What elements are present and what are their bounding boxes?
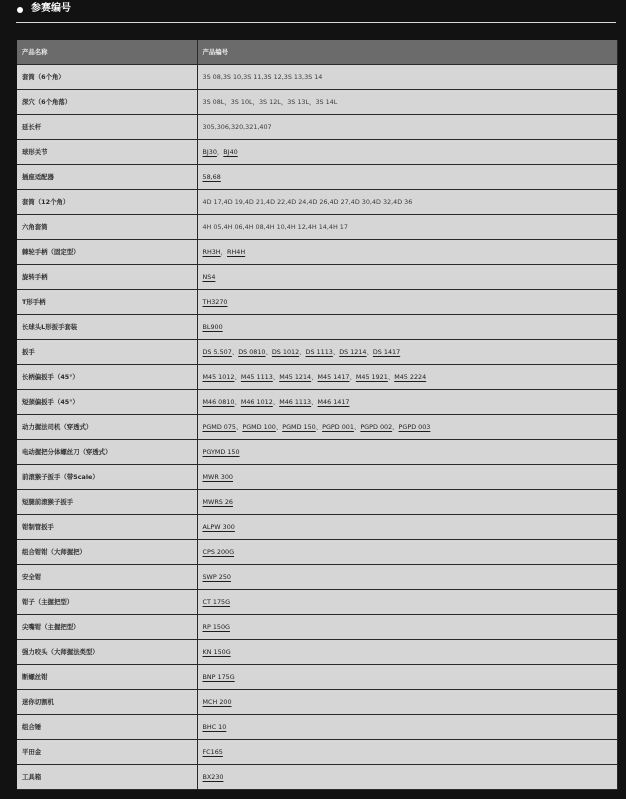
reference-table: [17, 40, 618, 790]
table-header-row: [17, 40, 617, 65]
product-code-link[interactable]: BJ40: [223, 148, 238, 156]
product-code-link[interactable]: M45 1921: [355, 373, 388, 381]
table-row: [17, 440, 617, 465]
section-title: 参赛编号: [31, 3, 71, 14]
table-row: [17, 615, 617, 640]
section-header: [16, 0, 616, 23]
product-name-cell: 棘轮手柄（固定型）: [17, 240, 197, 265]
code-separator: 、: [392, 423, 399, 431]
product-code-cell: [197, 715, 617, 740]
product-code-link[interactable]: DS 1417: [372, 348, 401, 356]
product-code-cell: [197, 640, 617, 665]
product-code-text: 3S 08L，3S 10L，3S 12L，3S 13L，3S 14L: [202, 98, 338, 106]
table-row: [17, 690, 617, 715]
product-code-cell: [197, 665, 617, 690]
product-code-link[interactable]: BNP 175G: [202, 673, 235, 681]
product-name-cell: 深穴（6个角落）: [17, 90, 197, 115]
table-row: [17, 490, 617, 515]
product-code-link[interactable]: DS 0810: [238, 348, 266, 356]
product-code-link[interactable]: TH3270: [202, 298, 228, 306]
product-name-cell: 钳子（主握把型）: [17, 590, 197, 615]
product-name-cell: 扳手: [17, 340, 197, 365]
product-code-cell: [197, 440, 617, 465]
table-row: [17, 165, 617, 190]
product-code-cell: [197, 340, 617, 365]
product-code-link[interactable]: M46 1113: [279, 398, 312, 406]
product-code-cell: [197, 115, 617, 140]
product-code-link[interactable]: 58,68: [202, 173, 221, 181]
product-name-cell: 长球头L形扳手套装: [17, 315, 197, 340]
product-code-cell: [197, 415, 617, 440]
column-header-product-code: 产品编号: [197, 40, 617, 65]
product-code-cell: [197, 365, 617, 390]
product-code-link[interactable]: NS4: [202, 273, 216, 281]
product-code-link[interactable]: RP 150G: [202, 623, 230, 631]
product-code-cell: [197, 90, 617, 115]
table-row: [17, 340, 617, 365]
product-name-cell: 组合钳钳（大师握把）: [17, 540, 197, 565]
product-code-link[interactable]: M45 1012: [202, 373, 235, 381]
product-code-link[interactable]: PGMD 150: [282, 423, 316, 431]
product-code-cell: [197, 240, 617, 265]
product-name-cell: 动力握法司机（穿透式）: [17, 415, 197, 440]
product-code-cell: [197, 690, 617, 715]
table-row: [17, 740, 617, 765]
product-code-link[interactable]: MCH 200: [202, 698, 232, 706]
product-code-link[interactable]: PGMD 100: [242, 423, 276, 431]
product-code-cell: [197, 490, 617, 515]
product-code-link[interactable]: SWP 250: [202, 573, 231, 581]
product-code-link[interactable]: MWR 300: [202, 473, 234, 481]
code-separator: ，: [216, 148, 224, 156]
product-code-cell: [197, 65, 617, 90]
product-code-text: 4H 05,4H 06,4H 08,4H 10,4H 12,4H 14,4H 17: [202, 223, 348, 231]
code-separator: 、: [332, 348, 340, 356]
product-code-link[interactable]: DS 1012: [271, 348, 300, 356]
product-code-link[interactable]: BL900: [202, 323, 223, 331]
table-row: [17, 90, 617, 115]
product-name-cell: 电动握把分体螺丝刀（穿透式）: [17, 440, 197, 465]
product-name-cell: 尖嘴钳（主握把型）: [17, 615, 197, 640]
product-code-cell: [197, 315, 617, 340]
product-code-link[interactable]: BHC 10: [202, 723, 227, 731]
table-row: [17, 465, 617, 490]
code-separator: 、: [234, 373, 241, 381]
product-code-cell: [197, 515, 617, 540]
table-row: [17, 590, 617, 615]
product-code-link[interactable]: M46 1012: [240, 398, 273, 406]
code-separator: 、: [315, 423, 323, 431]
product-code-link[interactable]: CPS 200G: [202, 548, 235, 556]
product-code-link[interactable]: M45 2224: [394, 373, 427, 381]
product-name-cell: 短颈偏扳手（45°）: [17, 390, 197, 415]
table-row: [17, 515, 617, 540]
table-row: [17, 565, 617, 590]
table-row: [17, 315, 617, 340]
table-row: [17, 365, 617, 390]
product-code-link[interactable]: KN 150G: [202, 648, 231, 656]
code-separator: 、: [366, 348, 373, 356]
table-row: [17, 640, 617, 665]
product-code-cell: [197, 540, 617, 565]
product-name-cell: 套筒（6个角）: [17, 65, 197, 90]
product-name-cell: 前滚猴子扳手（带Scale）: [17, 465, 197, 490]
table-row: [17, 190, 617, 215]
table-row: [17, 115, 617, 140]
table-row: [17, 540, 617, 565]
code-separator: 、: [265, 348, 272, 356]
table-row: [17, 715, 617, 740]
product-code-cell: [197, 590, 617, 615]
product-name-cell: 旋转手柄: [17, 265, 197, 290]
table-row: [17, 765, 617, 790]
code-separator: 、: [299, 348, 306, 356]
product-name-cell: 延长杆: [17, 115, 197, 140]
product-name-cell: 六角套筒: [17, 215, 197, 240]
product-code-cell: [197, 190, 617, 215]
table-row: [17, 390, 617, 415]
product-code-link[interactable]: ALPW 300: [202, 523, 235, 531]
product-code-link[interactable]: M46 0810: [202, 398, 235, 406]
table-row: [17, 665, 617, 690]
product-code-link[interactable]: CT 175G: [202, 598, 231, 606]
table-row: [17, 265, 617, 290]
table-row: [17, 290, 617, 315]
code-separator: 、: [272, 398, 280, 406]
product-code-cell: [197, 265, 617, 290]
code-separator: 、: [387, 373, 395, 381]
code-separator: 、: [311, 373, 318, 381]
product-code-link[interactable]: M45 1113: [240, 373, 273, 381]
product-code-cell: [197, 765, 617, 790]
product-name-cell: 安全钳: [17, 565, 197, 590]
product-code-link[interactable]: DS 1214: [339, 348, 367, 356]
product-code-link[interactable]: FC165: [202, 748, 223, 756]
product-code-link[interactable]: DS 1113: [305, 348, 333, 356]
product-code-link[interactable]: DS 5.507: [202, 348, 232, 356]
product-name-cell: 短腿前滚猴子扳手: [17, 490, 197, 515]
product-code-link[interactable]: PGMD 075: [202, 423, 236, 431]
product-code-cell: [197, 740, 617, 765]
product-code-link[interactable]: PGPD 003: [398, 423, 431, 431]
product-code-link[interactable]: MWRS 26: [202, 498, 233, 506]
product-code-text: 4D 17,4D 19,4D 21,4D 22,4D 24,4D 26,4D 27,4D 30,4D 32,4D 36: [202, 198, 413, 206]
product-code-text: 305,306,320,321,407: [202, 123, 272, 131]
product-code-link[interactable]: RH3H: [202, 248, 221, 256]
product-name-cell: 钳制管扳手: [17, 515, 197, 540]
code-separator: 、: [272, 373, 280, 381]
product-code-cell: [197, 165, 617, 190]
product-code-link[interactable]: BJ30: [202, 148, 217, 156]
product-code-link[interactable]: M45 1214: [279, 373, 312, 381]
product-code-link[interactable]: PGYMD 150: [202, 448, 240, 456]
product-code-link[interactable]: M46 1417: [317, 398, 350, 406]
table-row: [17, 415, 617, 440]
product-code-link[interactable]: BX230: [202, 773, 224, 781]
code-separator: 、: [231, 348, 239, 356]
product-code-link[interactable]: PGPD 002: [360, 423, 393, 431]
product-code-cell: [197, 215, 617, 240]
table-row: [17, 65, 617, 90]
product-code-cell: [197, 290, 617, 315]
product-name-cell: 平田金: [17, 740, 197, 765]
product-name-cell: 迷你切割机: [17, 690, 197, 715]
product-code-cell: [197, 465, 617, 490]
product-code-cell: [197, 615, 617, 640]
product-code-cell: [197, 140, 617, 165]
column-header-product-name: 产品名称: [17, 40, 197, 65]
table-row: [17, 240, 617, 265]
code-separator: 、: [349, 373, 356, 381]
product-name-cell: 组合锤: [17, 715, 197, 740]
product-name-cell: 套筒（12个角）: [17, 190, 197, 215]
product-name-cell: 球形关节: [17, 140, 197, 165]
code-separator: ，: [220, 248, 228, 256]
code-separator: 、: [353, 423, 361, 431]
code-separator: 、: [311, 398, 318, 406]
product-name-cell: T形手柄: [17, 290, 197, 315]
product-code-text: 3S 08,3S 10,3S 11,3S 12,3S 13,3S 14: [202, 73, 323, 81]
product-name-cell: 工具箱: [17, 765, 197, 790]
code-separator: 、: [275, 423, 283, 431]
product-code-link[interactable]: M45 1417: [317, 373, 350, 381]
product-code-link[interactable]: RH4H: [227, 248, 246, 256]
product-name-cell: 长柄偏扳手（45°）: [17, 365, 197, 390]
code-separator: 、: [235, 423, 243, 431]
product-code-cell: [197, 565, 617, 590]
product-name-cell: 断螺丝钳: [17, 665, 197, 690]
product-name-cell: 插座适配器: [17, 165, 197, 190]
table-row: [17, 140, 617, 165]
product-code-cell: [197, 390, 617, 415]
product-code-link[interactable]: PGPD 001: [322, 423, 354, 431]
product-name-cell: 强力咬头（大师握法类型）: [17, 640, 197, 665]
code-separator: 、: [234, 398, 241, 406]
bullet-icon: [17, 7, 23, 13]
table-row: [17, 215, 617, 240]
